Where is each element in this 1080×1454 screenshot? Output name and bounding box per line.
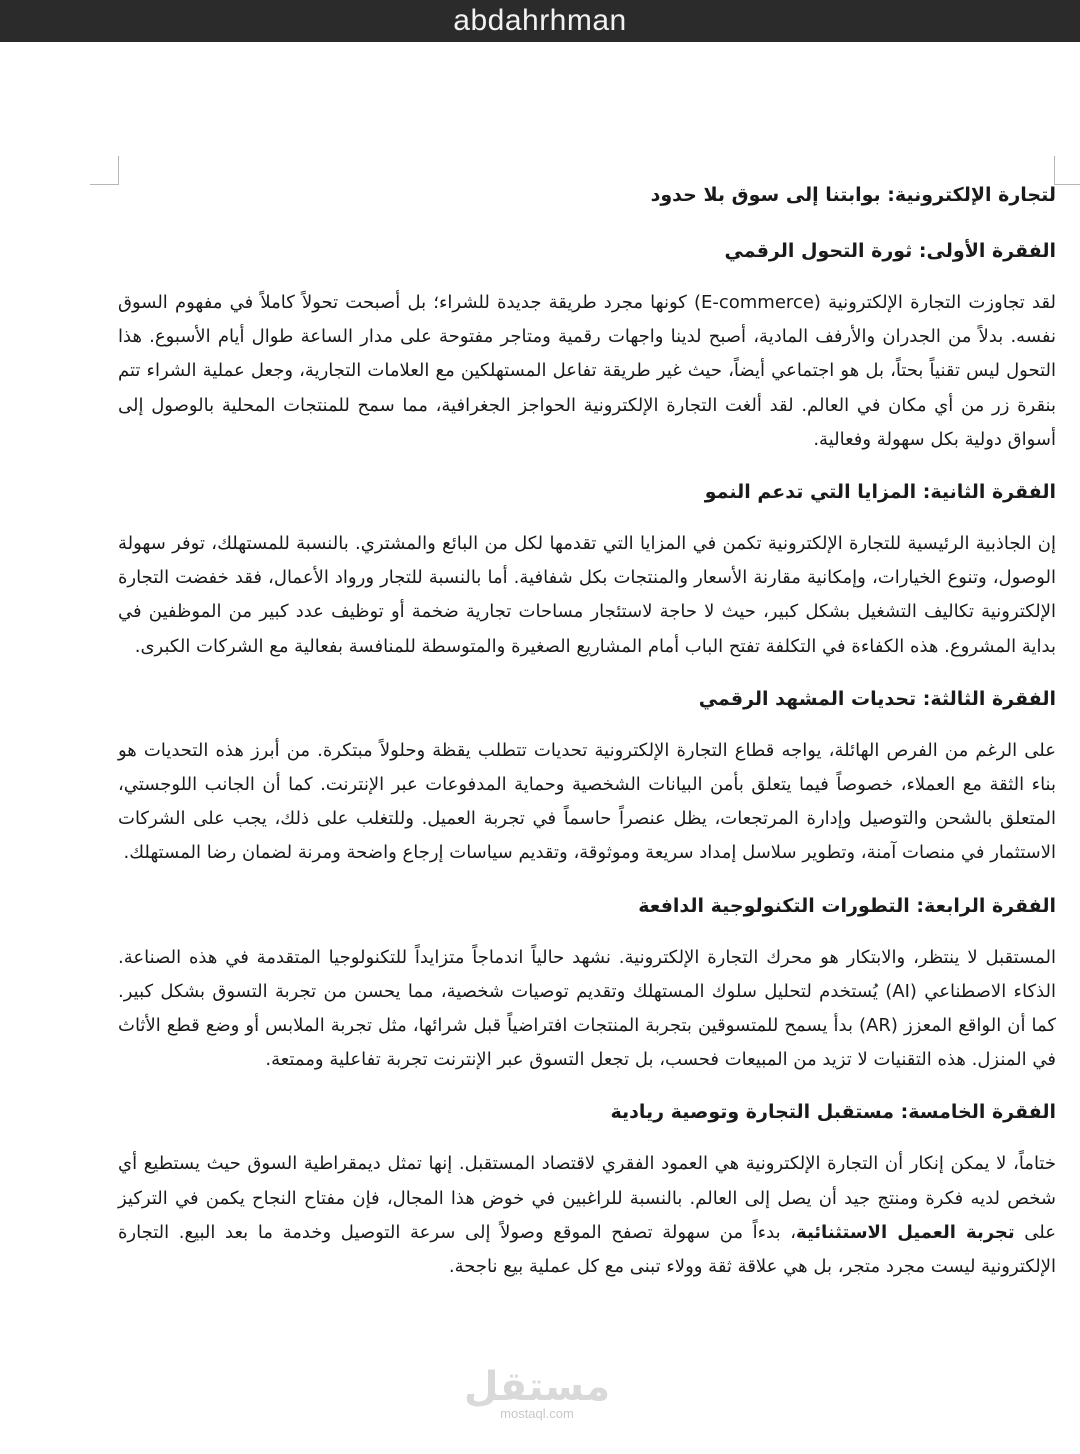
- section-heading: الفقرة الخامسة: مستقبل التجارة وتوصية ريادية: [610, 1101, 1056, 1124]
- section-5: [118, 1095, 1056, 1284]
- section-heading: الفقرة الرابعة: التطورات التكنولوجية الدافعة: [638, 894, 1056, 917]
- section-4: [118, 889, 1056, 1078]
- section-body-text: ، بدءاً من سهولة تصفح الموقع وصولاً إلى سرعة التوصيل وخدمة ما بعد البيع. التجارة الإلكترونية ليست مجرد متجر، بل هي علاقة ثقة وولاء تبنى مع كل عملية بيع ناجحة.: [118, 1221, 1056, 1278]
- section-body-emphasis: تجربة العميل الاستثنائية: [796, 1221, 1015, 1243]
- document-page: [118, 178, 1056, 1302]
- page-margin-corner-right: [1054, 156, 1080, 185]
- section-3: [118, 682, 1056, 871]
- section-2: [118, 475, 1056, 664]
- document-title: لتجارة الإلكترونية: بوابتنا إلى سوق بلا حدود: [650, 184, 1056, 206]
- section-heading: الفقرة الثالثة: تحديات المشهد الرقمي: [698, 687, 1056, 710]
- section-body-text: ختاماً، لا يمكن إنكار أن التجارة الإلكترونية هي العمود الفقري لاقتصاد المستقبل. إنها تمثل ديمقراطية السوق حيث يستطيع أي شخص لديه فكرة ومنتج جيد أن يصل إلى العالم. بالنسبة للراغبين في خوض هذا المجال، فإن مفتاح النجاح يكمن في التركيز على: [118, 1153, 1056, 1243]
- section-body: المستقبل لا ينتظر، والابتكار هو محرك التجارة الإلكترونية. نشهد حالياً اندماجاً متزايداً للتكنولوجيا المتقدمة في هذه الصناعة. الذكاء الاصطناعي (AI) يُستخدم لتحليل سلوك المستهلك وتقديم توصيات شخصية، مما يحسن من تجربة التسوق بشكل كبير. كما أن الواقع المعزز (AR) بدأ يسمح للمتسوقين بتجربة المنتجات افتراضياً قبل شرائها، مثل تجربة الملابس أو وضع قطع الأثاث في المنزل. هذه التقنيات لا تزيد من المبيعات فحسب، بل تجعل التسوق عبر الإنترنت تجربة تفاعلية وممتعة.: [118, 946, 1056, 1071]
- section-1: [118, 234, 1056, 457]
- mostaql-watermark: [462, 1364, 612, 1434]
- section-heading: الفقرة الأولى: ثورة التحول الرقمي: [724, 240, 1056, 262]
- section-body: إن الجاذبية الرئيسية للتجارة الإلكترونية تكمن في المزايا التي تقدمها لكل من البائع والمشتري. بالنسبة للمستهلك، توفر سهولة الوصول، وتنوع الخيارات، وإمكانية مقارنة الأسعار والمنتجات بكل شفافية. أما بالنسبة للتجار ورواد الأعمال، فقد خفضت التجارة الإلكترونية تكاليف التشغيل بشكل كبير، حيث لا حاجة لاستئجار مساحات تجارية ضخمة أو توظيف عدد كبير من الموظفين في بداية المشروع. هذه الكفاءة في التكلفة تفتح الباب أمام المشاريع الصغيرة والمتوسطة للمنافسة بفعالية مع الشركات الكبرى.: [118, 533, 1056, 657]
- watermark-logo: مستقل: [463, 1364, 611, 1410]
- page-margin-corner-left: [90, 156, 119, 185]
- section-body: لقد تجاوزت التجارة الإلكترونية (E-commerce) كونها مجرد طريقة جديدة للشراء؛ بل أصبحت تحولاً كاملاً في مفهوم السوق نفسه. بدلاً من الجدران والأرفف المادية، أصبح لدينا واجهات رقمية ومتاجر مفتوحة على مدار الساعة طوال أيام الأسبوع. هذا التحول ليس تقنياً بحتاً، بل هو اجتماعي أيضاً، حيث غير طريقة تفاعل المستهلكين مع العلامات التجارية، وجعل عملية الشراء تتم بنقرة زر من أي مكان في العالم. لقد ألغت التجارة الإلكترونية الحواجز الجغرافية، مما سمح للمنتجات المحلية بالوصول إلى أسواق دولية بكل سهولة وفعالية.: [118, 292, 1056, 450]
- section-heading: الفقرة الثانية: المزايا التي تدعم النمو: [704, 481, 1056, 504]
- app-header: [0, 0, 1080, 42]
- section-body: [118, 1147, 1056, 1284]
- header-title: abdahrhman: [453, 4, 627, 37]
- watermark-url: mostaql.com: [500, 1406, 574, 1421]
- section-body: على الرغم من الفرص الهائلة، يواجه قطاع التجارة الإلكترونية تحديات تتطلب يقظة وحلولاً مبتكرة. من أبرز هذه التحديات هو بناء الثقة مع العملاء، خصوصاً فيما يتعلق بأمن البيانات الشخصية وحماية المدفوعات عبر الإنترنت. كما أن الجانب اللوجستي، المتعلق بالشحن والتوصيل وإدارة المرتجعات، يظل عنصراً حاسماً في تجربة العميل. وللتغلب على ذلك، يجب على الشركات الاستثمار في منصات آمنة، وتطوير سلاسل إمداد سريعة وموثوقة، وتقديم سياسات إرجاع واضحة ومرنة لضمان رضا المستهلك.: [118, 739, 1056, 864]
